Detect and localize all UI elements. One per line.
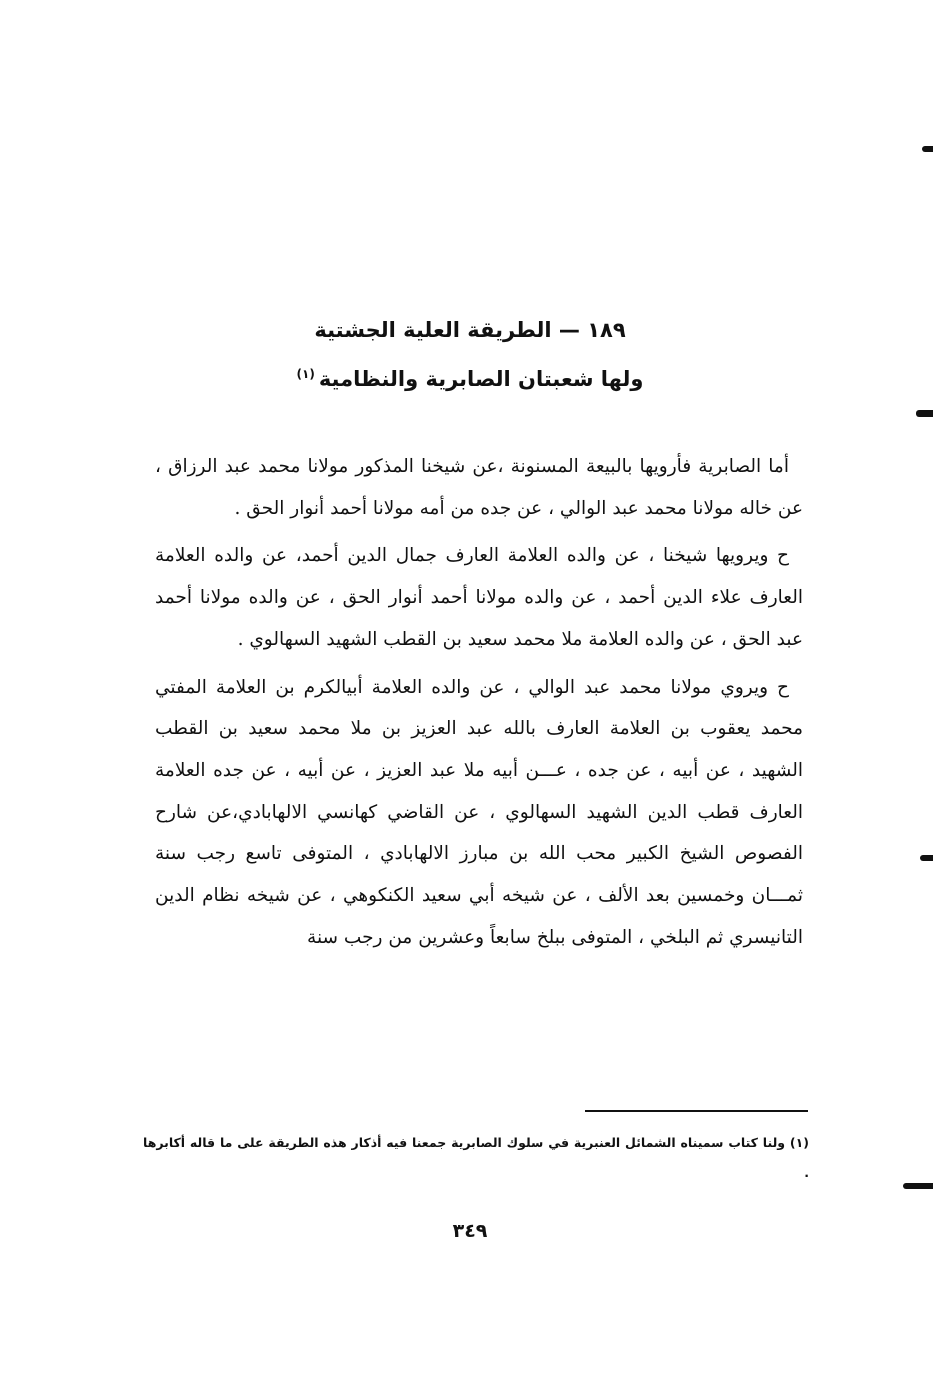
edge-mark-2 [916, 410, 933, 417]
footnote: (١) ولنا كتاب سميناه الشمائل العنبرية في سلوك الصابرية جمعنا فيه أذكار هذه الطريقة على ما قاله أكابرها . [143, 1135, 809, 1180]
paragraph-shaykh-chain: ح ويرويها شيخنا ، عن والده العلامة العارف جمال الدين أحمد، عن والده العلامة العارف علاء الدين أحمد ، عن والده مولانا أحمد أنوار الحق ، عن والده مولانا أحمد عبد الحق ، عن والده العلامة ملا محمد سعيد بن القطب الشهيد السهالوي . [155, 545, 803, 650]
section-title: ١٨٩ — الطريقة العلية الجشتية [314, 318, 626, 342]
footnote-reference: (١) [296, 367, 315, 381]
paragraph-sabiriya-chain: أما الصابرية فأرويها بالبيعة المسنونة ،عن شيخنا المذكور مولانا محمد عبد الرزاق ، عن خاله مولانا محمد عبد الوالي ، عن جده من أمه مولانا أحمد أنوار الحق . [155, 456, 803, 519]
edge-mark-3 [920, 855, 933, 861]
section-subtitle [150, 352, 790, 401]
edge-mark-4 [903, 1183, 933, 1189]
section-heading [150, 308, 790, 401]
edge-mark-1 [922, 146, 933, 152]
body-text [155, 446, 803, 964]
page-number: ٣٤٩ [452, 1220, 488, 1242]
section-subtitle-text: ولها شعبتان الصابرية والنظامية [318, 367, 644, 391]
footnote-divider [585, 1110, 808, 1112]
paragraph-abd-al-wali-chain: ح ويروي مولانا محمد عبد الوالي ، عن والده العلامة أبيالكرم بن العلامة المفتي محمد يعقوب بن العلامة العارف بالله عبد العزيز بن ملا محمد سعيد بن القطب الشهيد ، عن أبيه ، عن جده ، عـــن أبيه ملا عبد العزيز ، عن أبيه ، عن جده العلامة العارف قطب الدين الشهيد السهالوي ، عن القاضي كهانسي الالهابادي،عن شارح الفصوص الشيخ الكبير محب الله بن مبارز الالهابادي ، المتوفى تاسع رجب سنة ثمـــان وخمسين بعد الألف ، عن شيخه أبي سعيد الكنكوهي ، عن شيخه نظام الدين التانيسري ثم البلخي ، المتوفى ببلخ سابعاً وعشرين من رجب سنة [155, 676, 803, 948]
